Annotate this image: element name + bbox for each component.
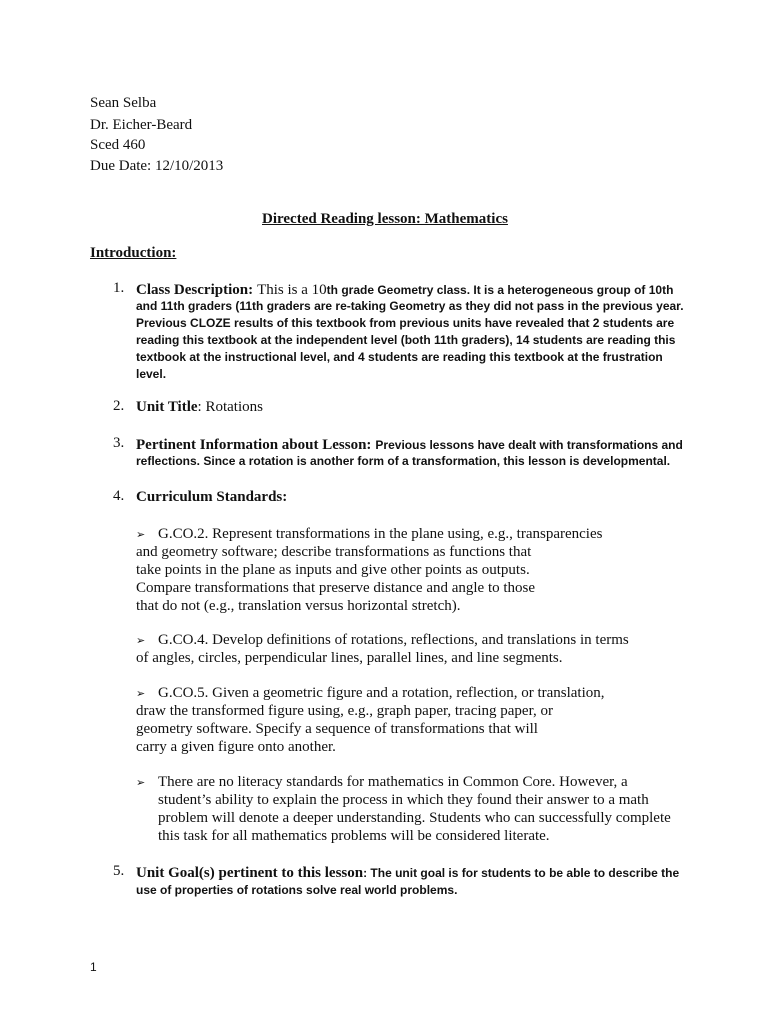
standard-3-line-3: geometry software. Specify a sequence of transformations that will: [136, 721, 538, 737]
course-code: Sced 460: [90, 137, 146, 153]
document-title: Directed Reading lesson: Mathematics: [262, 211, 508, 227]
page-number: 1: [90, 960, 97, 974]
due-date: Due Date: 12/10/2013: [90, 158, 224, 174]
standard-3-line-1: [136, 684, 605, 703]
instructor-name: Dr. Eicher-Beard: [90, 117, 193, 133]
standard-1-text-1: G.CO.2. Represent transformations in the plane using, e.g., transparencies: [158, 526, 603, 542]
standard-4-line-2: student’s ability to explain the process in which they found their answer to a math: [158, 792, 649, 808]
item-1-line-5: textbook at the instructional level, and 4 students are reading this textbook at the frustration: [136, 350, 663, 364]
item-3-line-1: [136, 435, 683, 453]
standard-3-line-4: carry a given figure onto another.: [136, 739, 336, 755]
standard-4-line-3: problem will denote a deeper understanding. Students who can successfully complete: [158, 810, 671, 826]
item-1-line-2: and 11th graders (11th graders are re-taking Geometry as they did not pass in the previous year.: [136, 299, 684, 313]
item-1-line-6: level.: [136, 367, 167, 381]
standard-2-line-1: [136, 631, 629, 650]
arrow-bullet-icon: ➢: [136, 529, 146, 541]
author-name: Sean Selba: [90, 95, 157, 111]
item-3-text-1: Previous lessons have dealt with transformations and: [375, 438, 683, 452]
item-3-number: 3.: [113, 435, 125, 451]
item-1-number: 1.: [113, 280, 125, 296]
item-4-number: 4.: [113, 488, 125, 504]
standard-1-line-3: take points in the plane as inputs and give other points as outputs.: [136, 562, 530, 578]
item-1-line-4: reading this textbook at the independent level (both 11th graders), 14 students are reading this: [136, 333, 676, 347]
item-5-text-1: : The unit goal is for students to be able to describe the: [363, 866, 680, 880]
standard-1-line-1: [136, 525, 602, 544]
item-2-text: : Rotations: [197, 399, 263, 415]
item-2-line: [136, 398, 263, 416]
item-1-label: Class Description:: [136, 282, 254, 298]
item-5-label: Unit Goal(s) pertinent to this lesson: [136, 865, 364, 881]
standard-4-line-1: [136, 773, 628, 792]
arrow-bullet-icon: ➢: [136, 635, 146, 647]
item-2-number: 2.: [113, 398, 125, 414]
item-2-label: Unit Title: [136, 399, 198, 415]
standard-2-text-1: G.CO.4. Develop definitions of rotations, reflections, and translations in terms: [158, 632, 629, 648]
arrow-bullet-icon: ➢: [136, 688, 146, 700]
item-5-line-1: [136, 863, 679, 881]
item-1-line-1: [136, 280, 673, 298]
standard-1-line-4: Compare transformations that preserve distance and angle to those: [136, 580, 536, 596]
standard-1-line-5: that do not (e.g., translation versus horizontal stretch).: [136, 598, 461, 614]
item-5-number: 5.: [113, 863, 125, 879]
standard-2-line-2: of angles, circles, perpendicular lines, parallel lines, and line segments.: [136, 650, 563, 666]
item-3-label: Pertinent Information about Lesson:: [136, 437, 372, 453]
standard-4-line-4: this task for all mathematics problems will be considered literate.: [158, 828, 550, 844]
arrow-bullet-icon: ➢: [136, 777, 146, 789]
standard-1-line-2: and geometry software; describe transformations as functions that: [136, 544, 532, 560]
standard-3-line-2: draw the transformed figure using, e.g., graph paper, tracing paper, or: [136, 703, 553, 719]
item-1-line-3: Previous CLOZE results of this textbook from previous units have revealed that 2 students are: [136, 316, 675, 330]
standard-3-text-1: G.CO.5. Given a geometric figure and a rotation, reflection, or translation,: [158, 685, 605, 701]
item-3-line-2: reflections. Since a rotation is another form of a transformation, this lesson is developmental.: [136, 454, 671, 468]
item-1-text-1: th grade Geometry class. It is a heterogeneous group of 10th: [326, 283, 674, 297]
item-4-label: Curriculum Standards:: [136, 489, 288, 505]
item-1-lead: This is a 10: [257, 282, 327, 298]
item-5-line-2: use of properties of rotations solve real world problems.: [136, 883, 458, 897]
standard-4-text-1: There are no literacy standards for mathematics in Common Core. However, a: [158, 774, 628, 790]
introduction-heading: Introduction:: [90, 245, 177, 261]
